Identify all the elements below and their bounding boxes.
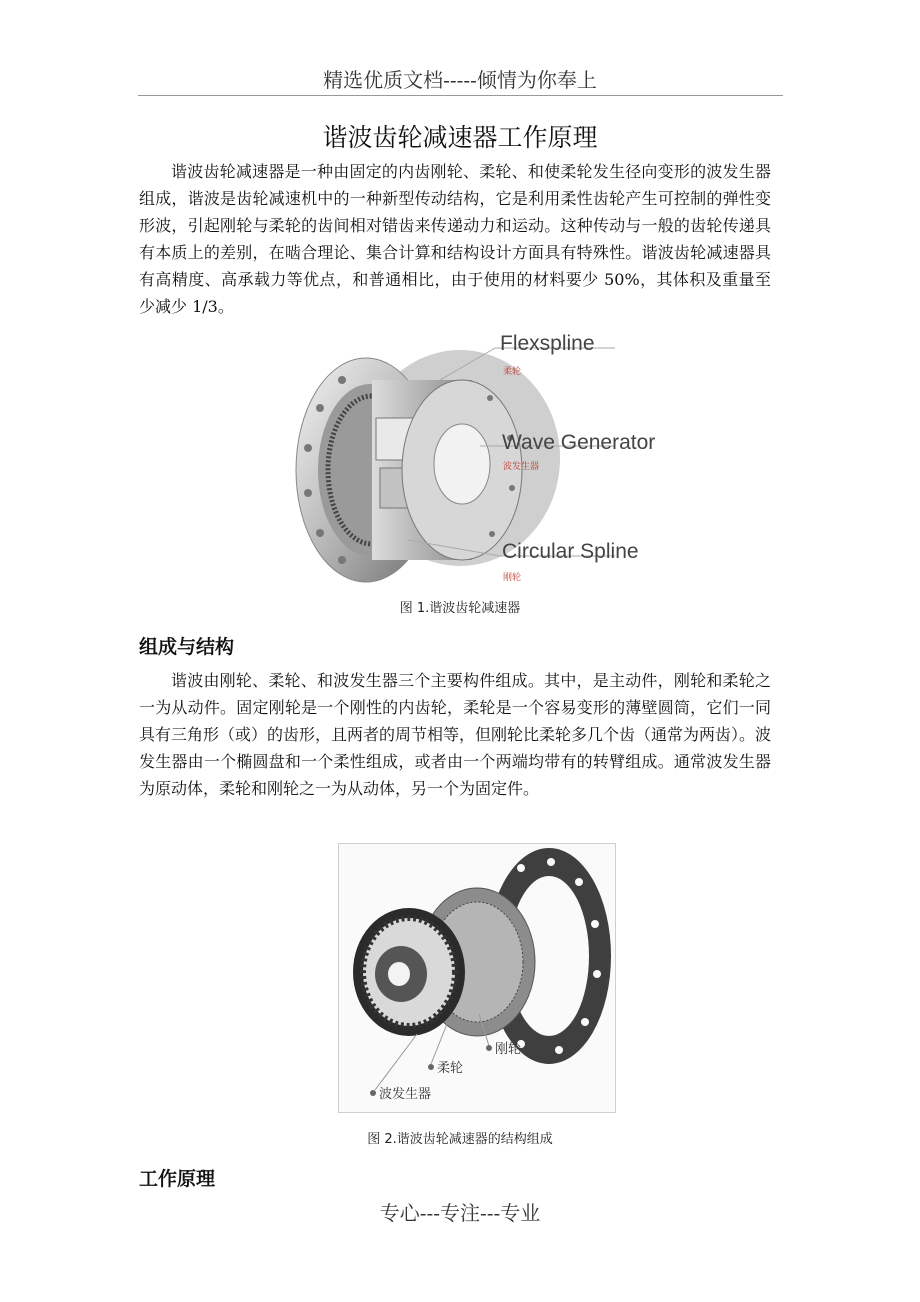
label-circular-spline-cn: 刚轮 <box>503 572 522 582</box>
figure1-diagram <box>280 328 680 590</box>
intro-paragraph: 谐波齿轮减速器是一种由固定的内齿刚轮、柔轮、和使柔轮发生径向变形的波发生器组成，谐波是齿轮减速机中的一种新型传动结构，它是利用柔性齿轮产生可控制的弹性变形波，引起刚轮与柔轮的齿间相对错齿来传递动力和运动。这种传动与一般的齿轮传递具有本质上的差别，在啮合理论、集合计算和结构设计方面具有特殊性。谐波齿轮减速器具有高精度、高承载力等优点，和普通相比，由于使用的材料要少 50%，其体积及重量至少减少 1/3。 <box>139 162 771 316</box>
leader-line-wave-generator <box>375 1034 417 1090</box>
bullet-dot-icon <box>370 1090 376 1096</box>
label-circular-spline: Circular Spline <box>502 540 639 563</box>
leader-line-flexible-wheel <box>431 1024 447 1064</box>
label-flexspline: Flexspline <box>500 332 595 355</box>
page-footer: 专心---专注---专业 <box>379 1201 541 1225</box>
label-wave-generator: Wave Generator <box>502 431 656 454</box>
section-heading-composition: 组成与结构 <box>139 636 235 658</box>
bullet-dot-icon <box>486 1045 492 1051</box>
document-title: 谐波齿轮减速器工作原理 <box>322 123 598 152</box>
figure1-caption: 图 1.谐波齿轮减速器 <box>399 601 521 616</box>
bullet-dot-icon <box>428 1064 434 1070</box>
label-wave-generator-cn: 波发生器 <box>503 461 540 471</box>
label-flexspline-cn: 柔轮 <box>503 366 522 376</box>
label-rigid-wheel: 刚轮 <box>495 1041 522 1056</box>
figure2-diagram <box>339 844 615 1112</box>
composition-paragraph: 谐波由刚轮、柔轮、和波发生器三个主要构件组成。其中，是主动件，刚轮和柔轮之一为从动件。固定刚轮是一个刚性的内齿轮，柔轮是一个容易变形的薄壁圆筒，它们一同具有三角形（或）的齿形，且两者的周节相等，但刚轮比柔轮多几个齿（通常为两齿）。波发生器由一个椭圆盘和一个柔性组成，或者由一个两端均带有的转臂组成。通常波发生器为原动体，柔轮和刚轮之一为从动体，另一个为固定件。 <box>139 671 772 798</box>
page-header: 精选优质文档-----倾情为你奉上 <box>323 68 597 92</box>
figure2-frame <box>338 843 616 1113</box>
section-heading-working-principle: 工作原理 <box>139 1168 216 1190</box>
label-flexible-wheel: 柔轮 <box>437 1060 464 1075</box>
figure2-caption: 图 2.谐波齿轮减速器的结构组成 <box>367 1132 553 1147</box>
gear-components-illustration <box>353 848 611 1064</box>
label-wave-generator: 波发生器 <box>379 1086 432 1101</box>
header-divider <box>138 95 783 96</box>
